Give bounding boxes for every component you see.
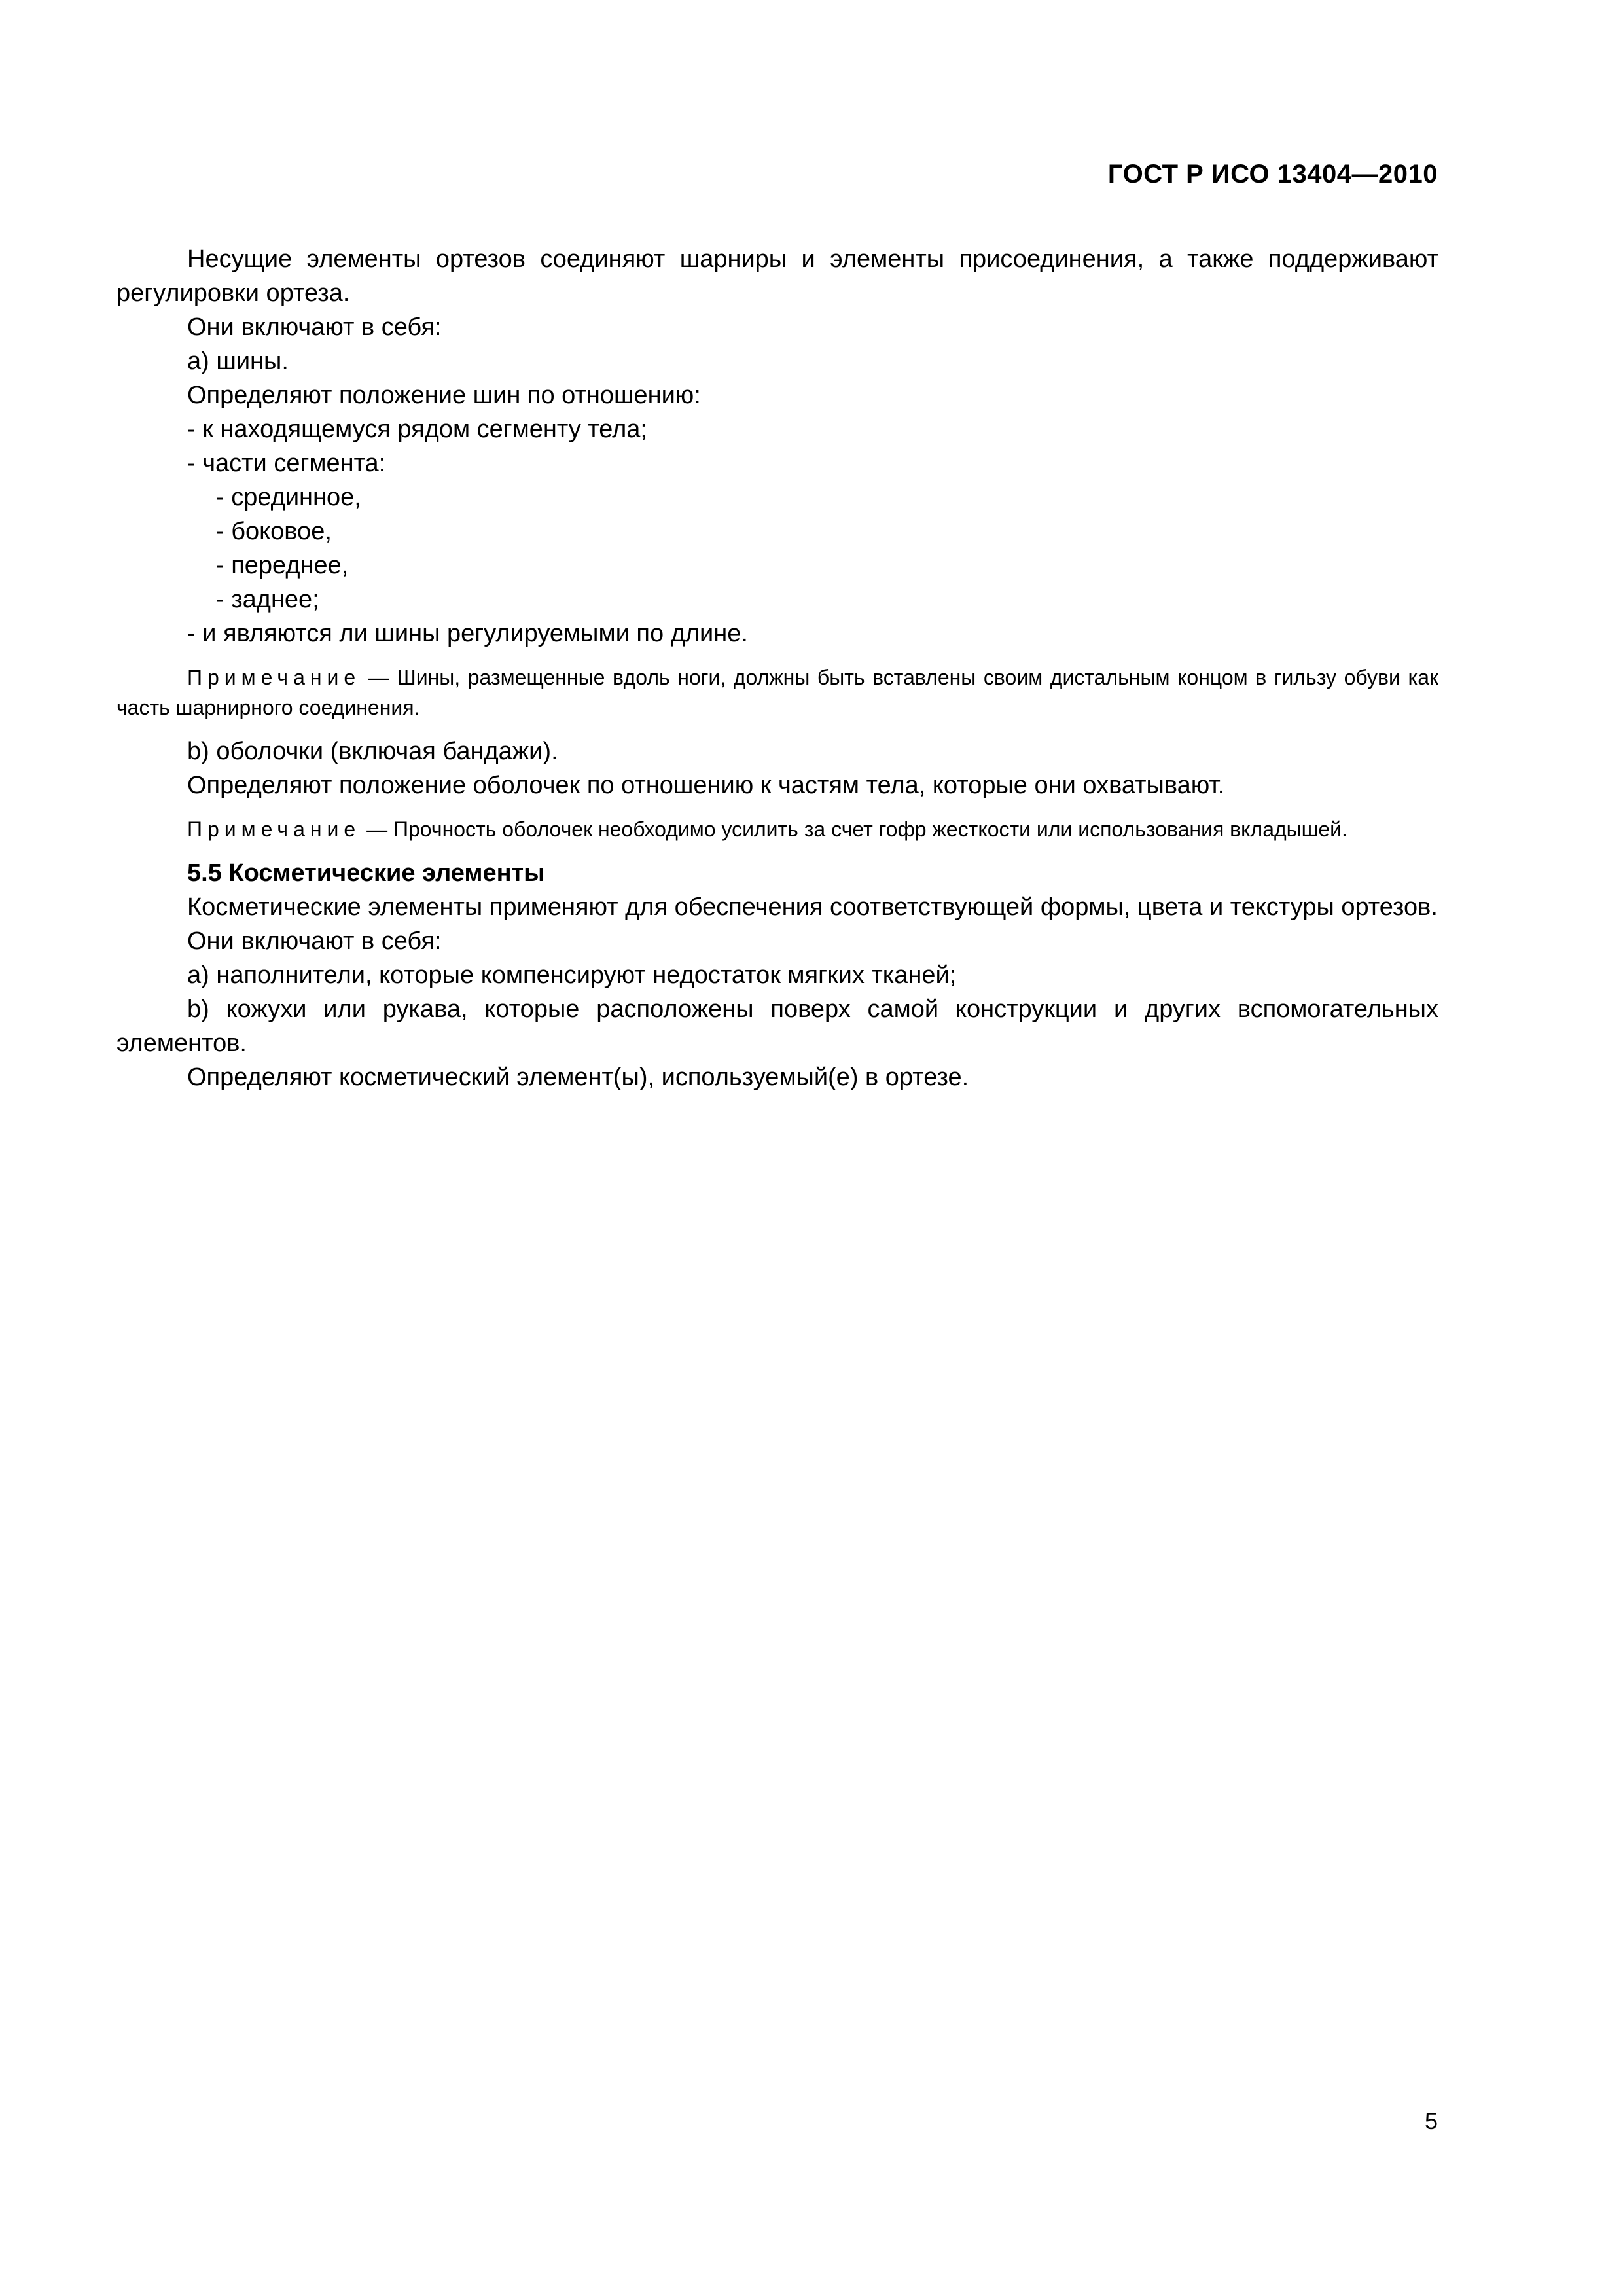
list-item-covers: b) кожухи или рукава, которые расположены поверх самой конструкции и других вспомогательных элементов. [116, 996, 1438, 1057]
paragraph-include: Они включают в себя: [187, 314, 442, 341]
note-text: — Шины, размещенные вдоль ноги, должны быть вставлены своим дистальным концом в гильзу обуви как часть шарнирного соединения. [116, 666, 1438, 719]
page-number: 5 [1424, 2108, 1438, 2134]
paragraph-load-bearing: Несущие элементы ортезов соединяют шарниры и элементы присоединения, а также поддерживают регулировки ортеза. [116, 245, 1438, 307]
paragraph-cosmetic-determine: Определяют косметический элемент(ы), используемый(е) в ортезе. [187, 1064, 969, 1091]
note-splints [116, 662, 1438, 723]
paragraph-include-cosmetic: Они включают в себя: [187, 927, 442, 955]
note-text: — Прочность оболочек необходимо усилить за счет гофр жесткости или использования вкладышей. [361, 817, 1347, 841]
sub-item-medial: - срединное, [216, 484, 361, 511]
dash-item-adjacent-segment: - к находящемуся рядом сегменту тела; [187, 416, 647, 443]
note-label: Примечание [187, 817, 361, 841]
sub-item-lateral: - боковое, [216, 518, 332, 545]
paragraph-splint-position: Определяют положение шин по отношению: [187, 382, 701, 409]
sub-item-posterior: - заднее; [216, 586, 319, 613]
paragraph-cosmetic: Косметические элементы применяют для обеспечения соответствующей формы, цвета и текстуры ортезов. [187, 893, 1438, 921]
paragraph-shell-position: Определяют положение оболочек по отношению к частям тела, которые они охватывают. [187, 772, 1225, 799]
note-shells [116, 814, 1438, 844]
dash-item-adjustable-length: - и являются ли шины регулируемыми по длине. [187, 620, 748, 647]
dash-item-segment-parts: - части сегмента: [187, 450, 386, 477]
list-item-shells: b) оболочки (включая бандажи). [187, 738, 558, 765]
section-heading: 5.5 Косметические элементы [187, 859, 545, 887]
sub-item-anterior: - переднее, [216, 552, 349, 579]
document-code-header: ГОСТ Р ИСО 13404—2010 [1107, 160, 1438, 188]
document-body [116, 242, 1438, 1094]
list-item-splints: а) шины. [187, 348, 289, 375]
list-item-fillers: а) наполнители, которые компенсируют недостаток мягких тканей; [187, 961, 957, 989]
note-label: Примечание [187, 666, 361, 689]
